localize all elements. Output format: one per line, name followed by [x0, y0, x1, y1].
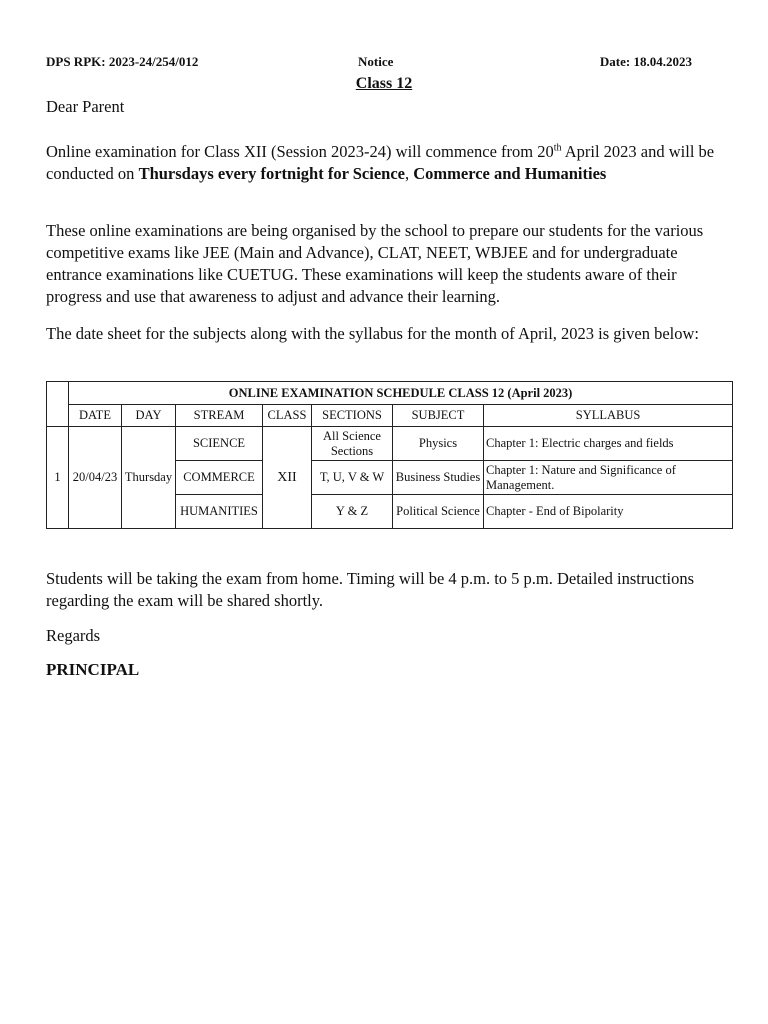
header-subject: SUBJECT	[393, 405, 484, 427]
header-day: DAY	[122, 405, 176, 427]
reference-number: DPS RPK: 2023-24/254/012	[46, 54, 199, 69]
date-cell: 20/04/23	[69, 427, 122, 529]
intro-paragraph: Online examination for Class XII (Session 2023-24) will commence from 20th April 2023 and will be conducted on Thursdays every fortnight for Science, Commerce and Humanities	[46, 142, 715, 183]
subject-cell: Physics	[393, 427, 484, 461]
header-sections: SECTIONS	[312, 405, 393, 427]
sections-cell: All Science Sections	[312, 427, 393, 461]
exam-schedule-table	[46, 381, 733, 529]
datesheet-paragraph: The date sheet for the subjects along with the syllabus for the month of April, 2023 is given below:	[46, 324, 699, 343]
syllabus-cell: Chapter - End of Bipolarity	[484, 495, 733, 529]
table-header-row	[47, 405, 733, 427]
header-class: CLASS	[263, 405, 312, 427]
stream-cell: COMMERCE	[176, 461, 263, 495]
stream-cell: HUMANITIES	[176, 495, 263, 529]
sections-cell: T, U, V & W	[312, 461, 393, 495]
syllabus-cell: Chapter 1: Nature and Significance of Management.	[484, 461, 733, 495]
header-syllabus: SYLLABUS	[484, 405, 733, 427]
header-stream: STREAM	[176, 405, 263, 427]
subject-cell: Business Studies	[393, 461, 484, 495]
stream-cell: SCIENCE	[176, 427, 263, 461]
syllabus-cell: Chapter 1: Electric charges and fields	[484, 427, 733, 461]
subject-cell: Political Science	[393, 495, 484, 529]
table-row	[47, 427, 733, 461]
salutation: Dear Parent	[46, 97, 125, 116]
instructions-paragraph: Students will be taking the exam from home. Timing will be 4 p.m. to 5 p.m. Detailed instructions regarding the exam will be shared shortly.	[46, 569, 695, 610]
header-date: DATE	[69, 405, 122, 427]
sections-cell: Y & Z	[312, 495, 393, 529]
notice-date: Date: 18.04.2023	[599, 54, 692, 69]
serial-header-cell	[47, 382, 69, 427]
day-cell: Thursday	[122, 427, 176, 529]
purpose-paragraph: These online examinations are being organised by the school to prepare our students for the various competitive exams like JEE (Main and Advance), CLAT, NEET, WBJEE and for undergraduate entrance examinations like CUETUG. These examinations will keep the students aware of their progress and use that awareness to adjust and advance their learning.	[46, 221, 704, 306]
notice-label: Notice	[358, 54, 394, 69]
serial-cell: 1	[47, 427, 69, 529]
regards-text: Regards	[46, 626, 101, 645]
class-cell: XII	[263, 427, 312, 529]
table-title: ONLINE EXAMINATION SCHEDULE CLASS 12 (April 2023)	[69, 382, 733, 405]
signature-principal: PRINCIPAL	[46, 660, 140, 679]
class-title: Class 12	[355, 75, 413, 92]
